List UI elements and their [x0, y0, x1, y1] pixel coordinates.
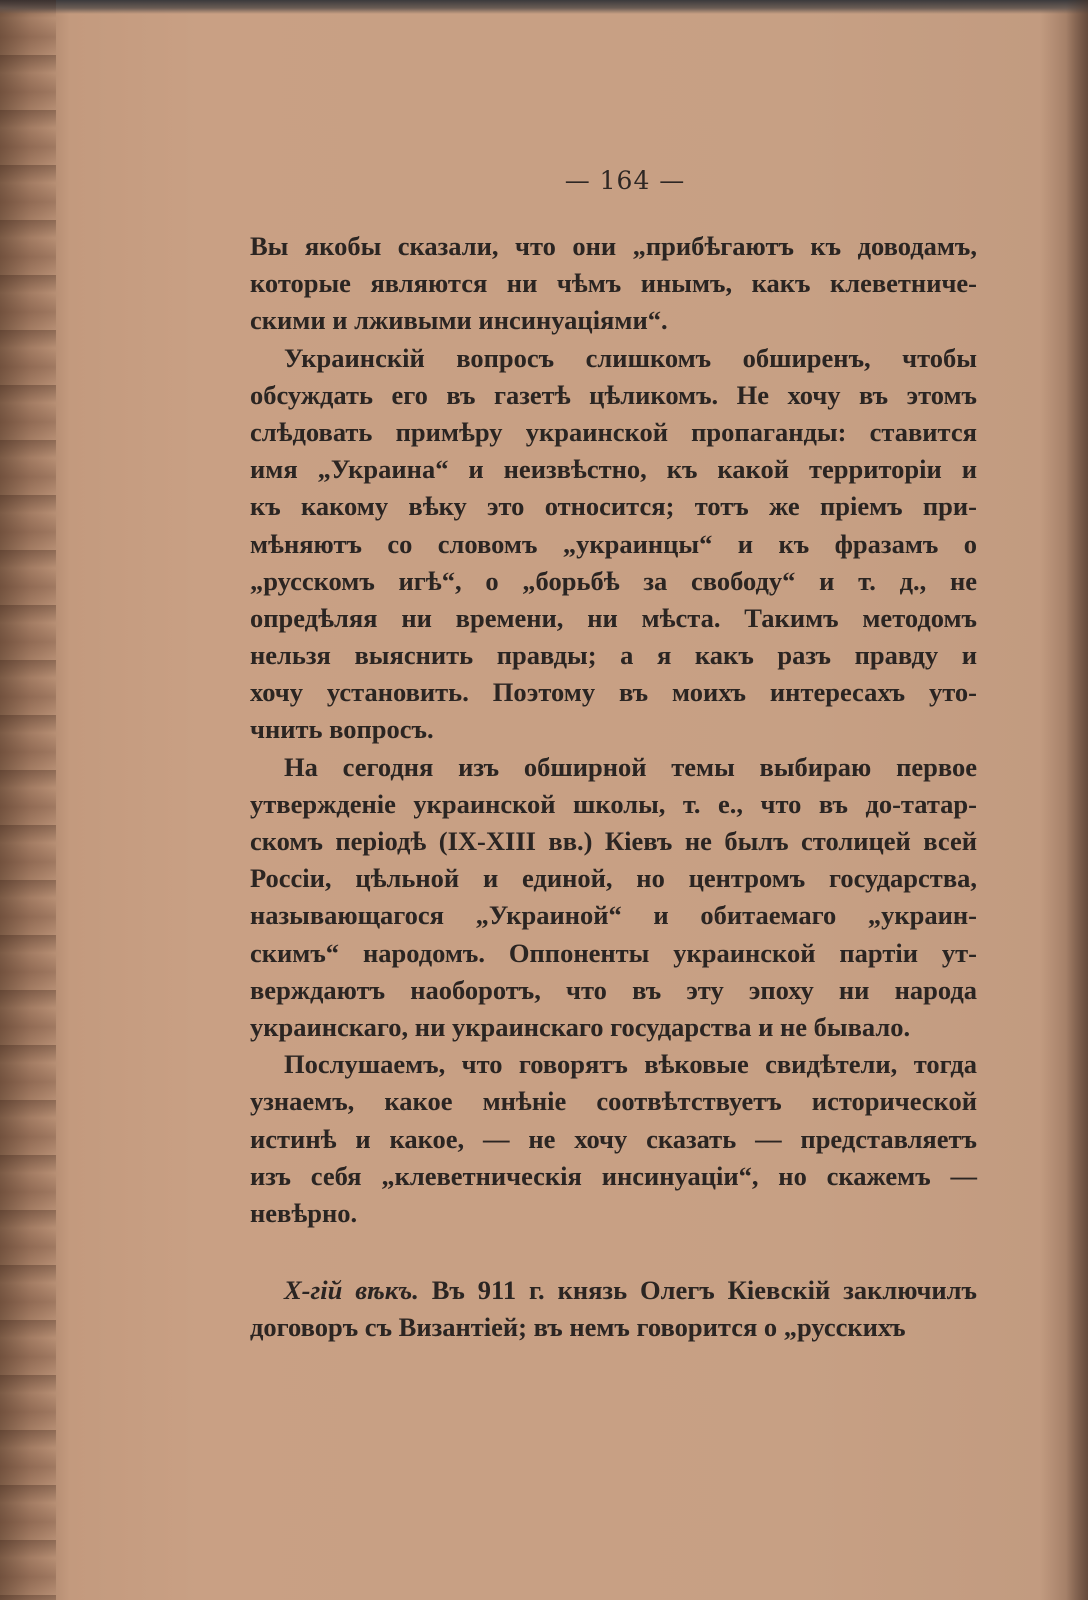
page-binding-edge: [0, 0, 56, 1600]
paragraph-1: [250, 228, 977, 340]
text-line: [250, 1272, 977, 1309]
text-line: нельзя выяснить правды; а я какъ разъ правду и: [250, 640, 977, 671]
text-line: чнить вопросъ.: [250, 714, 434, 745]
text-line: истинѣ и какое, — не хочу сказать — представляетъ: [250, 1123, 977, 1154]
text-line: имя „Украина“ и неизвѣстно, къ какой территоріи и: [250, 454, 977, 485]
page-number: — 164 —: [564, 166, 686, 195]
text-line: „русскомъ игѣ“, о „борьбѣ за свободу“ и т. д., не: [250, 565, 977, 596]
text-line: мѣняютъ со словомъ „украинцы“ и къ фразамъ о: [250, 528, 977, 559]
text-line: обсуждать его въ газетѣ цѣликомъ. Не хочу въ этомъ: [250, 379, 977, 410]
paragraph-2: [250, 340, 977, 749]
paragraph-3: [250, 749, 977, 1047]
text-line: договоръ съ Византіей; въ немъ говорится о „русскихъ: [250, 1312, 906, 1343]
text-line: скомъ періодѣ (IX-XIII вв.) Кіевъ не былъ столицей всей: [250, 826, 977, 856]
text-line: На сегодня изъ обширной темы выбираю первое: [284, 751, 977, 782]
text-line: къ какому вѣку это относится; тотъ же пріемъ при-: [250, 491, 977, 522]
text-line: Послушаемъ, что говорятъ вѣковые свидѣтели, тогда: [284, 1049, 977, 1080]
text-line: опредѣляя ни времени, ни мѣста. Такимъ методомъ: [250, 602, 977, 633]
text-line: Россіи, цѣльной и единой, но центромъ государства,: [250, 863, 977, 894]
text-line: Украинскій вопросъ слишкомъ обширенъ, чтобы: [284, 342, 977, 373]
page-right-edge: [1066, 0, 1088, 1600]
text-line: украинскаго, ни украинскаго государства и не бывало.: [250, 1011, 911, 1042]
paragraph-4: [250, 1046, 977, 1232]
section-gap: [250, 1232, 977, 1272]
text-line: хочу установить. Поэтому въ моихъ интересахъ уто-: [250, 677, 977, 708]
section-x-century: [250, 1272, 977, 1346]
section-heading: X-гій вѣкъ.: [284, 1275, 419, 1306]
text-line: скимъ“ народомъ. Оппоненты украинской партіи ут-: [250, 937, 977, 968]
text-line: верждаютъ наоборотъ, что въ эту эпоху ни народа: [250, 974, 977, 1005]
section-line-text: Въ 911 г. князь Олегъ Кіевскій заключилъ: [431, 1275, 977, 1306]
text-line: утвержденіе украинской школы, т. е., что въ до-татар-: [250, 788, 977, 819]
body-text: [250, 228, 977, 1346]
text-line: слѣдовать примѣру украинской пропаганды: ставится: [250, 416, 977, 447]
text-line: скими и лживыми инсинуаціями“.: [250, 305, 668, 336]
text-line: узнаемъ, какое мнѣніе соотвѣтствуетъ исторической: [250, 1086, 977, 1117]
text-line: невѣрно.: [250, 1197, 358, 1228]
text-line: которые являются ни чѣмъ инымъ, какъ клеветниче-: [250, 268, 977, 299]
text-line: называющагося „Украиной“ и обитаемаго „украин-: [250, 900, 977, 931]
text-line: изъ себя „клеветническія инсинуаціи“, но скажемъ —: [250, 1160, 977, 1191]
text-line: Вы якобы сказали, что они „прибѣгаютъ къ доводамъ,: [250, 231, 977, 261]
